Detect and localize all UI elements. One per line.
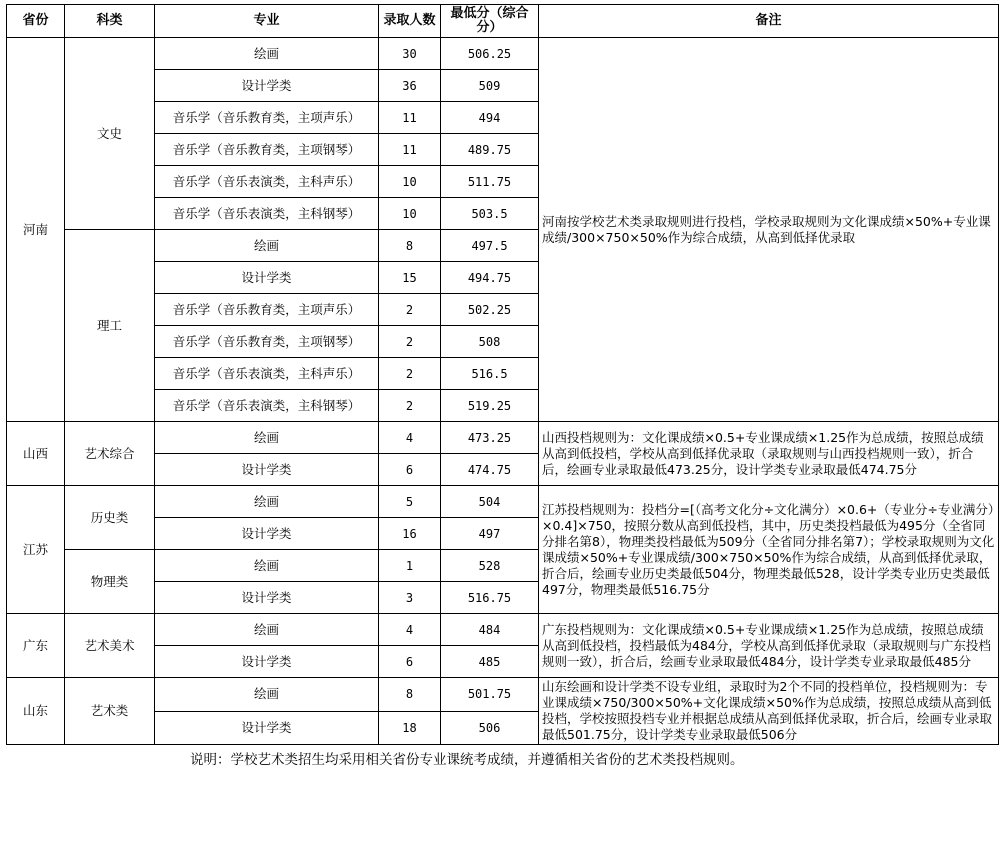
score-cell: 506.25 (441, 38, 539, 70)
note-cell: 广东投档规则为：文化课成绩×0.5+专业课成绩×1.25作为总成绩，按照总成绩从高到低投档，投档最低为484分，学校从高到低择优录取（录取规则与广东投档规则一致），折合后，绘画专业录取最低484分，设计学类专业录取最低485分 (539, 614, 999, 678)
major-cell: 绘画 (155, 38, 379, 70)
score-cell: 516.75 (441, 582, 539, 614)
category-cell: 物理类 (65, 550, 155, 614)
major-cell: 音乐学（音乐教育类，主项钢琴） (155, 134, 379, 166)
score-cell: 509 (441, 70, 539, 102)
score-cell: 506 (441, 711, 539, 745)
score-cell: 501.75 (441, 678, 539, 712)
count-cell: 18 (379, 711, 441, 745)
header-min-score: 最低分（综合分） (441, 5, 539, 38)
province-cell: 河南 (7, 38, 65, 422)
category-cell: 艺术美术 (65, 614, 155, 678)
count-cell: 2 (379, 358, 441, 390)
header-province: 省份 (7, 5, 65, 38)
major-cell: 音乐学（音乐教育类，主项声乐） (155, 102, 379, 134)
score-cell: 519.25 (441, 390, 539, 422)
footnote: 说明：学校艺术类招生均采用相关省份专业课统考成绩，并遵循相关省份的艺术类投档规则。 (190, 752, 744, 768)
note-cell: 河南按学校艺术类录取规则进行投档，学校录取规则为文化课成绩×50%+专业课成绩/300×750×50%作为综合成绩，从高到低择优录取 (539, 38, 999, 422)
major-cell: 绘画 (155, 614, 379, 646)
major-cell: 绘画 (155, 486, 379, 518)
table-row (7, 38, 999, 70)
major-cell: 音乐学（音乐表演类，主科声乐） (155, 166, 379, 198)
major-cell: 设计学类 (155, 454, 379, 486)
count-cell: 4 (379, 422, 441, 454)
province-cell: 山西 (7, 422, 65, 486)
table-row (7, 614, 999, 646)
note-cell: 江苏投档规则为：投档分=[（高考文化分÷文化满分）×0.6+（专业分÷专业满分）×0.4]×750，按照分数从高到低投档，其中，历史类投档最低为495分（全省同分排名第8），物理类投档最低为509分（全省同分排名第7）；学校录取规则为文化课成绩×50%+专业课成绩/300×750×50%作为综合成绩，从高到低择优录取，折合后，绘画专业历史类最低504分，物理类最低528，设计学类专业历史类最低497分，物理类最低516.75分 (539, 486, 999, 614)
score-cell: 528 (441, 550, 539, 582)
score-cell: 485 (441, 646, 539, 678)
count-cell: 6 (379, 454, 441, 486)
header-category: 科类 (65, 5, 155, 38)
count-cell: 6 (379, 646, 441, 678)
major-cell: 设计学类 (155, 711, 379, 745)
score-cell: 494 (441, 102, 539, 134)
score-cell: 508 (441, 326, 539, 358)
major-cell: 音乐学（音乐表演类，主科钢琴） (155, 198, 379, 230)
header-notes: 备注 (539, 5, 999, 38)
major-cell: 设计学类 (155, 70, 379, 102)
major-cell: 音乐学（音乐教育类，主项钢琴） (155, 326, 379, 358)
count-cell: 16 (379, 518, 441, 550)
count-cell: 5 (379, 486, 441, 518)
count-cell: 36 (379, 70, 441, 102)
count-cell: 4 (379, 614, 441, 646)
major-cell: 设计学类 (155, 262, 379, 294)
province-cell: 江苏 (7, 486, 65, 614)
count-cell: 2 (379, 390, 441, 422)
score-cell: 489.75 (441, 134, 539, 166)
province-cell: 广东 (7, 614, 65, 678)
score-cell: 497 (441, 518, 539, 550)
table-row (7, 486, 999, 518)
count-cell: 2 (379, 294, 441, 326)
note-cell: 山西投档规则为：文化课成绩×0.5+专业课成绩×1.25作为总成绩，按照总成绩从高到低投档，学校从高到低择优录取（录取规则与山西投档规则一致），折合后，绘画专业录取最低473.25分，设计学类专业录取最低474.75分 (539, 422, 999, 486)
count-cell: 10 (379, 166, 441, 198)
major-cell: 绘画 (155, 678, 379, 712)
count-cell: 15 (379, 262, 441, 294)
province-cell: 山东 (7, 678, 65, 745)
note-cell: 山东绘画和设计学类不设专业组，录取时为2个不同的投档单位，投档规则为：专业课成绩×750/300×50%+文化课成绩×50%作为总成绩，按照总成绩从高到低投档，学校按照投档专业并根据总成绩从高到低择优录取，折合后，绘画专业录取最低501.75分，设计学类专业录取最低506分 (539, 678, 999, 745)
score-cell: 474.75 (441, 454, 539, 486)
score-cell: 516.5 (441, 358, 539, 390)
category-cell: 理工 (65, 230, 155, 422)
count-cell: 3 (379, 582, 441, 614)
score-cell: 504 (441, 486, 539, 518)
count-cell: 8 (379, 678, 441, 712)
major-cell: 绘画 (155, 230, 379, 262)
score-cell: 494.75 (441, 262, 539, 294)
table-row (7, 422, 999, 454)
major-cell: 设计学类 (155, 646, 379, 678)
count-cell: 30 (379, 38, 441, 70)
major-cell: 绘画 (155, 422, 379, 454)
major-cell: 设计学类 (155, 582, 379, 614)
score-cell: 511.75 (441, 166, 539, 198)
major-cell: 设计学类 (155, 518, 379, 550)
table-row (7, 678, 999, 712)
score-cell: 484 (441, 614, 539, 646)
category-cell: 艺术综合 (65, 422, 155, 486)
header-major: 专业 (155, 5, 379, 38)
score-cell: 473.25 (441, 422, 539, 454)
category-cell: 历史类 (65, 486, 155, 550)
score-cell: 503.5 (441, 198, 539, 230)
category-cell: 文史 (65, 38, 155, 230)
major-cell: 绘画 (155, 550, 379, 582)
count-cell: 11 (379, 102, 441, 134)
header-count: 录取人数 (379, 5, 441, 38)
major-cell: 音乐学（音乐表演类，主科钢琴） (155, 390, 379, 422)
count-cell: 2 (379, 326, 441, 358)
major-cell: 音乐学（音乐表演类，主科声乐） (155, 358, 379, 390)
admission-table (6, 4, 999, 745)
score-cell: 502.25 (441, 294, 539, 326)
header-row (7, 5, 999, 38)
count-cell: 8 (379, 230, 441, 262)
category-cell: 艺术类 (65, 678, 155, 745)
score-cell: 497.5 (441, 230, 539, 262)
major-cell: 音乐学（音乐教育类，主项声乐） (155, 294, 379, 326)
count-cell: 1 (379, 550, 441, 582)
count-cell: 10 (379, 198, 441, 230)
count-cell: 11 (379, 134, 441, 166)
